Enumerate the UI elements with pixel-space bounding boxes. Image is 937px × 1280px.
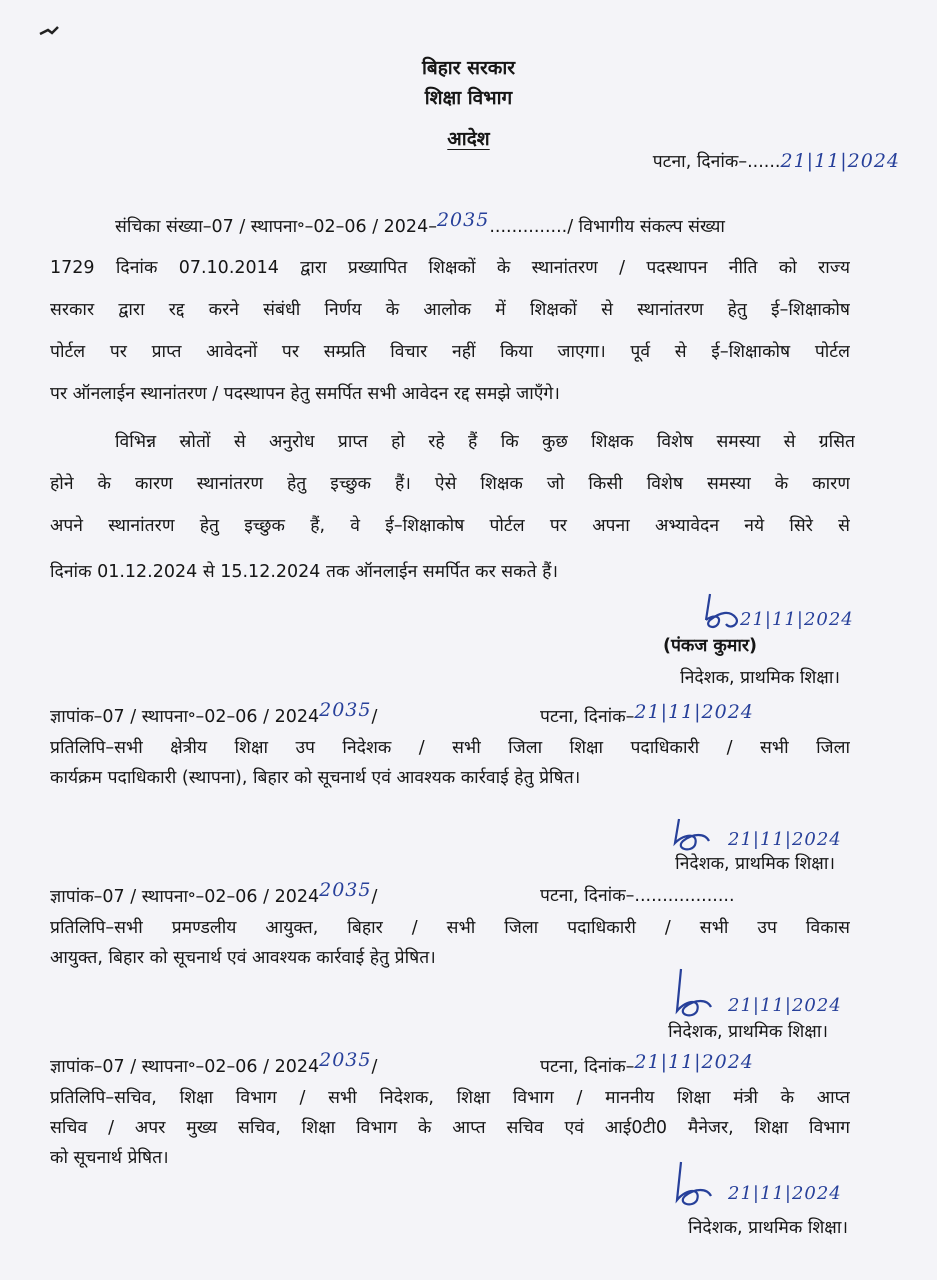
memo3-date-line	[540, 1048, 860, 1084]
memo1-ref-prefix: ज्ञापांक–07 / स्थापना॰–02–06 / 2024	[50, 707, 320, 727]
signer-designation-4: निदेशक, प्राथमिक शिक्षा।	[688, 1218, 848, 1238]
signature-1-date: 21|11|2024	[740, 609, 854, 630]
memo1-date-handwritten: 21|11|2024	[634, 701, 754, 723]
memo1-ref-handwritten: 2035	[319, 699, 372, 721]
memo2-line2: आयुक्त, बिहार को सूचनार्थ एवं आवश्यक कार्रवाई हेतु प्रेषित।	[50, 948, 436, 968]
memo3-line1: प्रतिलिपि–सचिव, शिक्षा विभाग / सभी निदेशक, शिक्षा विभाग / माननीय शिक्षा मंत्री के आप्त	[50, 1088, 850, 1108]
signature-2-mark	[665, 815, 725, 855]
dept-heading: शिक्षा विभाग	[424, 87, 513, 109]
signature-2-date: 21|11|2024	[728, 829, 842, 850]
memo3-date-prefix: पटना, दिनांक–	[540, 1057, 635, 1077]
file-number-dots: ..............	[489, 217, 568, 237]
para2-line1: विभिन्न स्रोतों से अनुरोध प्राप्त हो रहे हैं कि कुछ शिक्षक विशेष समस्या से ग्रसित	[115, 432, 855, 452]
para2-line3: अपने स्थानांतरण हेतु इच्छुक हैं, वे ई–शिक्षाकोष पोर्टल पर अपना अभ्यावेदन नये सिरे से	[50, 516, 850, 536]
para1-line5: पर ऑनलाईन स्थानांतरण / पदस्थापन हेतु समर्पित सभी आवेदन रद्द समझे जाएँगे।	[50, 384, 560, 404]
file-number-prefix: संचिका संख्या–07 / स्थापना॰–02–06 / 2024–	[115, 217, 437, 237]
para1-line1	[115, 208, 855, 244]
memo3-line2: सचिव / अपर मुख्य सचिव, शिक्षा विभाग के आप्त सचिव एवं आई0टी0 मैनेजर, शिक्षा विभाग	[50, 1118, 850, 1138]
signer-designation-2: निदेशक, प्राथमिक शिक्षा।	[675, 854, 835, 874]
memo1-ref	[50, 698, 510, 734]
memo3-date-handwritten: 21|11|2024	[634, 1051, 754, 1073]
memo2-date-prefix: पटना, दिनांक–	[540, 886, 635, 906]
memo3-ref	[50, 1048, 510, 1084]
signature-3-mark	[665, 965, 725, 1025]
memo3-line3: को सूचनार्थ प्रेषित।	[50, 1148, 169, 1168]
memo2-date-dots: ..................	[634, 886, 735, 906]
memo1-line1: प्रतिलिपि–सभी क्षेत्रीय शिक्षा उप निदेशक / सभी जिला शिक्षा पदाधिकारी / सभी जिला	[50, 738, 850, 758]
memo2-ref	[50, 878, 510, 914]
memo1-date-line	[540, 698, 860, 734]
memo1-line2: कार्यक्रम पदाधिकारी (स्थापना), बिहार को सूचनार्थ एवं आवश्यक कार्रवाई हेतु प्रेषित।	[50, 768, 581, 788]
signature-4-mark	[665, 1158, 725, 1214]
signer-designation-3: निदेशक, प्राथमिक शिक्षा।	[668, 1022, 828, 1042]
para2-line2: होने के कारण स्थानांतरण हेतु इच्छुक हैं। ऐसे शिक्षक जो किसी विशेष समस्या के कारण	[50, 474, 850, 494]
memo2-ref-handwritten: 2035	[319, 879, 372, 901]
para2-line4: दिनांक 01.12.2024 से 15.12.2024 तक ऑनलाईन समर्पित कर सकते हैं।	[50, 562, 559, 582]
signature-3-date: 21|11|2024	[728, 995, 842, 1016]
memo1-date-prefix: पटना, दिनांक–	[540, 707, 635, 727]
order-date-handwritten: 21|11|2024	[780, 150, 900, 172]
memo2-ref-prefix: ज्ञापांक–07 / स्थापना॰–02–06 / 2024	[50, 887, 320, 907]
order-title: आदेश	[447, 128, 490, 150]
memo3-ref-handwritten: 2035	[319, 1049, 372, 1071]
govt-heading: बिहार सरकार	[421, 57, 516, 79]
memo3-ref-prefix: ज्ञापांक–07 / स्थापना॰–02–06 / 2024	[50, 1057, 320, 1077]
signature-4-date: 21|11|2024	[728, 1183, 842, 1204]
para1-line3: सरकार द्वारा रद्द करने संबंधी निर्णय के आलोक में शिक्षकों से स्थानांतरण हेतु ई–शिक्षाकोष	[50, 300, 850, 320]
memo3-ref-suffix: /	[371, 1057, 378, 1077]
order-date-line	[420, 143, 900, 179]
memo2-line1: प्रतिलिपि–सभी प्रमण्डलीय आयुक्त, बिहार / सभी जिला पदाधिकारी / सभी उप विकास	[50, 918, 850, 938]
order-date-prefix: पटना, दिनांक–	[652, 152, 748, 172]
memo2-ref-suffix: /	[371, 887, 378, 907]
file-number-handwritten: 2035	[436, 209, 490, 231]
order-date-dots: ......	[747, 152, 781, 172]
memo1-ref-suffix: /	[371, 707, 378, 727]
memo2-date-line	[540, 878, 860, 914]
corner-smudge-mark	[38, 24, 60, 38]
file-number-suffix: / विभागीय संकल्प संख्या	[567, 217, 725, 237]
para1-line4: पोर्टल पर प्राप्त आवेदनों पर सम्प्रति विचार नहीं किया जाएगा। पूर्व से ई–शिक्षाकोष पोर्टल	[50, 342, 850, 362]
signer-designation-1: निदेशक, प्राथमिक शिक्षा।	[680, 668, 840, 688]
signer-name: (पंकज कुमार)	[662, 636, 758, 656]
para1-line2: 1729 दिनांक 07.10.2014 द्वारा प्रख्यापित शिक्षकों के स्थानांतरण / पदस्थापन नीति को राज्य	[50, 258, 850, 278]
